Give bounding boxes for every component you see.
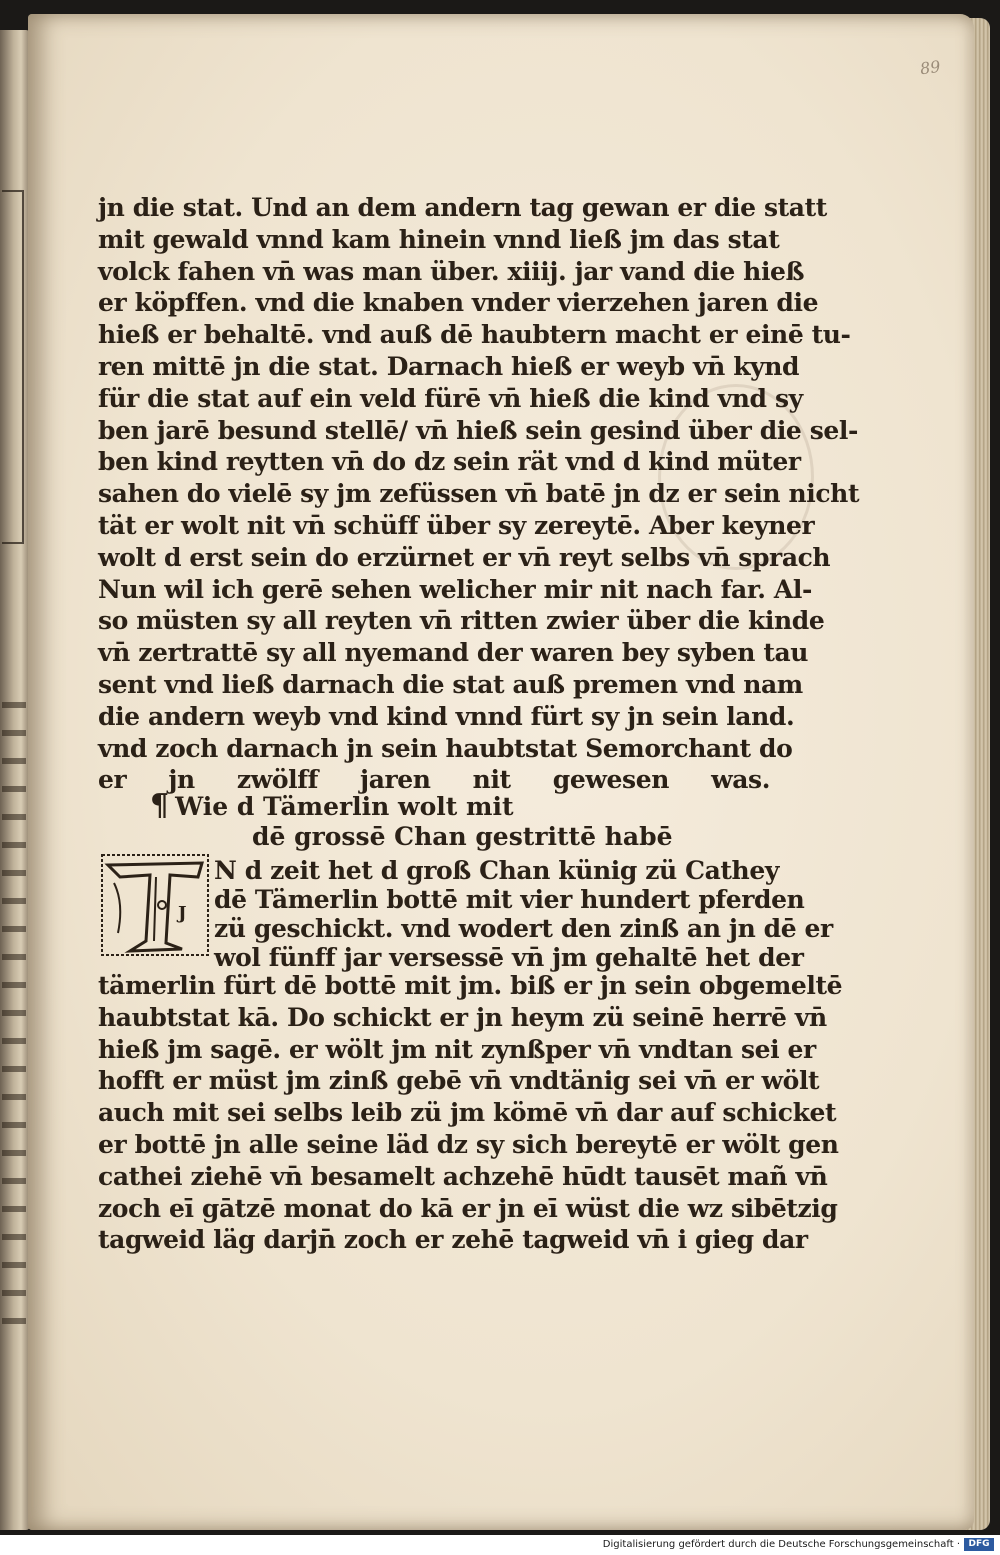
indented-text-line: wol fünff jar versessē vn̄ jm gehaltē het der (214, 943, 804, 972)
text-line: tämerlin fürt dē bottē mit jm. biß er jn sein obgemeltē (98, 971, 843, 1000)
indented-text-line: N d zeit het d groß Chan künig zü Cathey (214, 856, 779, 885)
text-line: er köpffen. vnd die knaben vnder vierzehen jaren die (98, 288, 819, 318)
text-line: er bottē jn alle seine läd dz sy sich bereytē er wölt gen (98, 1129, 839, 1159)
pilcrow-mark: ¶ (150, 788, 170, 823)
text-line: sahen do vielē sy jm zefüssen vn̄ batē jn dz er sein nicht (98, 479, 860, 509)
text-line: Nun wil ich gerē sehen welicher mir nit nach far. Al- (98, 574, 812, 604)
text-line: für die stat auf ein veld fürē vn̄ hieß die kind vnd sy (98, 383, 803, 413)
text-line: tät er wolt nit vn̄ schüff über sy zereytē. Aber keyner (98, 510, 815, 540)
facing-page-text-edge (2, 680, 26, 1330)
folio-number: 89 (918, 56, 942, 79)
text-line: sent vnd ließ darnach die stat auß premen vnd nam (98, 669, 803, 699)
indented-text-line: zü geschickt. vnd wodert den zinß an jn dē er (214, 914, 833, 943)
text-line: haubtstat kā. Do schickt er jn heym zü seinē herrē vn̄ (98, 1002, 827, 1032)
footer-bar (0, 1535, 1000, 1555)
text-line: hieß jm sagē. er wölt jm nit zynßper vn̄ vndtan sei er (98, 1034, 816, 1064)
funding-credit: Digitalisierung gefördert durch die Deutsche Forschungsgemeinschaft · (602, 1539, 960, 1550)
text-line: mit gewald vnnd kam hinein vnnd ließ jm das stat (98, 224, 780, 254)
initial-letter: J (178, 903, 187, 924)
text-line: ben kind reytten vn̄ do dz sein rät vnd d kind müter (98, 447, 801, 477)
text-line: jn die stat. Und an dem andern tag gewan er die statt (98, 193, 827, 222)
text-line: ren mittē jn die stat. Darnach hieß er weyb vn̄ kynd (98, 351, 800, 381)
text-line: vn̄ zertrattē sy all nyemand der waren bey syben tau (98, 638, 809, 668)
facing-page-woodcut-border (2, 190, 24, 544)
heading-text-1: Wie d Tämerlin wolt mit (175, 792, 514, 821)
text-line: cathei ziehē vn̄ besamelt achzehē hūdt tausēt mañ vn̄ (98, 1161, 828, 1191)
text-line: so müsten sy all reyten vn̄ ritten zwier über die kinde (98, 606, 825, 636)
indented-text-line: dē Tämerlin bottē mit vier hundert pferden (214, 885, 805, 914)
text-line: volck fahen vn̄ was man über. xiiij. jar vand die hieß (98, 256, 805, 286)
text-line: ben jarē besund stellē/ vn̄ hieß sein gesind über die sel- (98, 415, 858, 445)
text-line: hieß er behaltē. vnd auß dē haubtern macht er einē tu- (98, 320, 851, 350)
facing-page-edge (0, 30, 30, 1530)
body-text-top (98, 192, 860, 796)
text-line: wolt d erst sein do erzürnet er vn̄ reyt selbs vn̄ sprach (98, 542, 831, 572)
chapter-heading-line-2: dē grossē Chan gestrittē habē (252, 822, 673, 851)
text-line: zoch eī gātzē monat do kā er jn eī wüst die wz sibētzig (98, 1193, 838, 1223)
woodcut-initial (100, 853, 210, 957)
dfg-logo: DFG (964, 1538, 994, 1551)
text-line: auch mit sei selbs leib zü jm kömē vn̄ dar auf schicket (98, 1098, 837, 1128)
chapter-heading-line-1 (150, 790, 650, 822)
text-line: die andern weyb vnd kind vnnd fürt sy jn sein land. (98, 701, 795, 731)
text-line: hofft er müst jm zinß gebē vn̄ vndtänig sei vn̄ er wölt (98, 1066, 820, 1096)
text-line: er jn zwölff jaren nit gewesen was. (98, 765, 770, 795)
text-line: vnd zoch darnach jn sein haubtstat Semorchant do (98, 733, 793, 763)
body-text-bottom (98, 970, 843, 1256)
text-line: tagweid läg darjn̄ zoch er zehē tagweid vn̄ i gieg dar (98, 1225, 808, 1255)
